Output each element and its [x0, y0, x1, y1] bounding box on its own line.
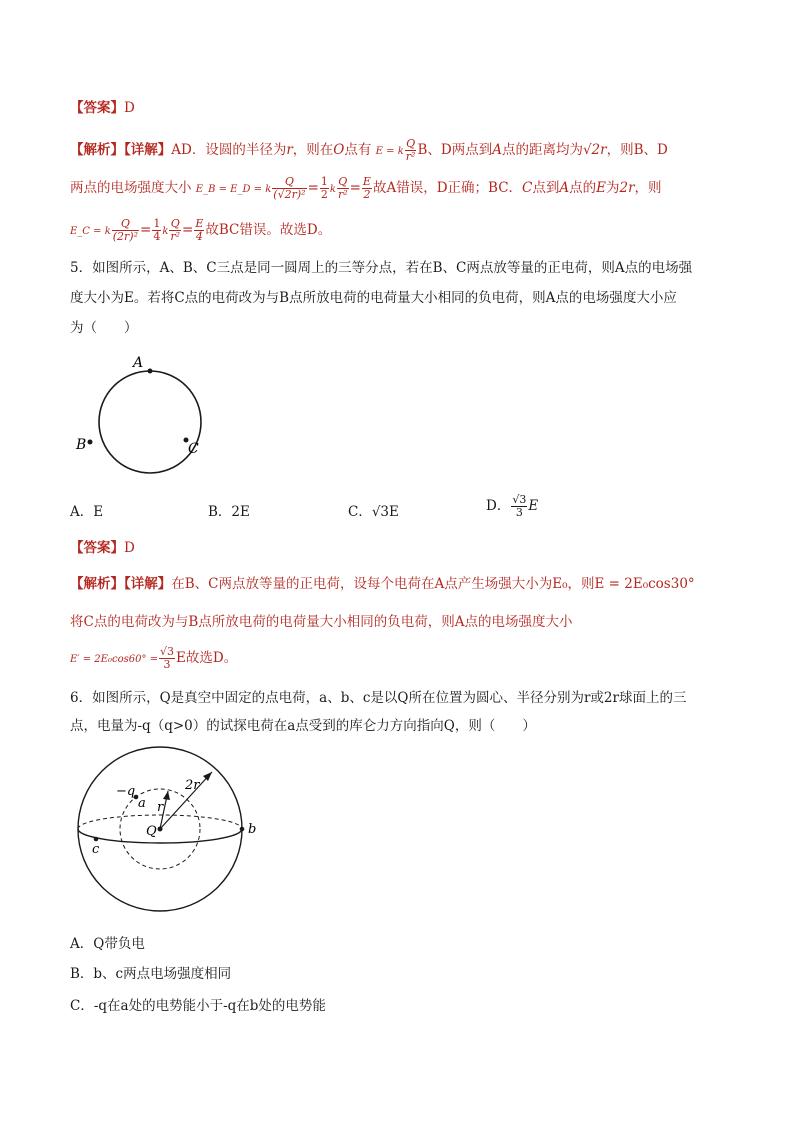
label-b: b — [248, 822, 257, 837]
formula-EB-ED: E_B = E_D = k — [195, 184, 272, 195]
point-b — [240, 827, 245, 832]
frac-den: r² — [170, 230, 181, 243]
circle — [99, 371, 201, 473]
label-c: c — [92, 842, 100, 857]
fraction-Q-sqrt2r — [272, 176, 306, 201]
q5-stem-2: 度大小为E。若将C点的电荷改为与B点所放电荷的电荷量大小相同的负电荷，则A点的电场强度大小应 — [70, 290, 677, 306]
analysis-text: 故A错误，D正确；BC． — [372, 180, 523, 196]
q5-circle-figure — [70, 350, 230, 480]
frac-den: 2 — [320, 188, 328, 201]
fraction-E-2 — [362, 176, 372, 201]
analysis-text: B、D两点到 — [417, 142, 493, 158]
q5-analysis-line-3 — [70, 646, 237, 671]
analysis-text: 点有 — [344, 142, 372, 158]
point-A — [148, 369, 153, 374]
frac-num: Q — [170, 217, 180, 230]
formula-E: E = k — [375, 146, 404, 157]
fraction-Q-r2 — [405, 138, 417, 163]
fraction-Q-2r — [112, 218, 139, 243]
frac-num: Q — [338, 175, 348, 188]
analysis-text: 点的距离均为 — [501, 142, 583, 158]
label-A: A — [133, 355, 144, 371]
fraction-half — [320, 176, 329, 201]
analysis-tag: 【解析】【详解】 — [70, 576, 172, 592]
q5-stem-1: 5．如图所示，A、B、C三点是同一圆周上的三等分点，若在B、C两点放等量的正电荷，则A点的电场强 — [70, 260, 693, 276]
fraction-E-4 — [194, 218, 204, 243]
label-C: C — [188, 441, 199, 457]
k: k — [162, 226, 169, 237]
label-r: r — [157, 800, 164, 815]
k: k — [329, 184, 336, 195]
point-c — [94, 837, 99, 842]
option-d-prefix: D． — [486, 498, 511, 514]
fraction-quarter — [152, 218, 161, 243]
answer-value: D — [124, 540, 135, 556]
var-r: r — [286, 142, 293, 158]
analysis-text: ，则B、D — [606, 142, 668, 158]
frac-den: r² — [337, 188, 348, 201]
frac-num: √3 — [512, 493, 527, 506]
label-2r: 2r — [185, 778, 200, 793]
analysis-text: 故BC错误。故选D。 — [205, 222, 332, 238]
q4-analysis-line-2: 两点的电场强度大小 E_B = E_D = k $\frac{Q}{\text{(√2r)²}}$ = $\frac{1}{2}$ k $\frac{Q}{\text{r²}}$ = $\frac{E}{2}$ 故A错误，D正确；BC．C点到A点的E为2r，则 — [70, 175, 662, 201]
q5-option-b[interactable]: B．2E — [208, 504, 250, 520]
frac-num: Q — [272, 176, 306, 189]
q5-analysis-line-2: 将C点的电荷改为与B点所放电荷的电荷量大小相同的负电荷，则A点的电场强度大小 — [70, 614, 573, 630]
q5-option-d[interactable] — [486, 494, 538, 519]
sqrt2r: √2r — [582, 142, 607, 158]
q6-option-a[interactable]: A．Q带负电 — [70, 936, 145, 952]
q6-stem-1: 6．如图所示，Q是真空中固定的点电荷，a、b、c是以Q所在位置为圆心、半径分别为r或2r球面上的三 — [70, 690, 687, 706]
q5-option-a[interactable]: A．E — [70, 504, 104, 520]
frac-num: 1 — [320, 175, 328, 188]
analysis-text: 在B、C两点放等量的正电荷，设每个电荷在A点产生场强大小为E₀，则E = 2E₀cos30° — [171, 576, 695, 592]
var-A: A — [559, 180, 570, 196]
fraction-Q-r2c — [169, 218, 181, 243]
analysis-text: ，则 — [634, 180, 662, 196]
answer-tag: 【答案】 — [70, 100, 124, 116]
frac-den: (2r)² — [112, 230, 138, 243]
frac-num: 1 — [153, 217, 161, 230]
arrow-r — [163, 791, 170, 800]
q6-option-b[interactable]: B．b、c两点电场强度相同 — [70, 966, 232, 982]
q4-answer-line — [70, 98, 135, 118]
var-C: C — [522, 180, 533, 196]
q5-stem-3: 为（ ） — [70, 320, 138, 336]
q5-answer-line — [70, 538, 135, 558]
analysis-tag: 【解析】【详解】 — [70, 142, 172, 158]
analysis-text: 点到 — [532, 180, 560, 196]
frac-den: 3 — [515, 506, 523, 519]
point-Q — [158, 827, 163, 832]
label-B: B — [76, 437, 87, 453]
frac-den: 2 — [363, 188, 371, 201]
formula-Eprime: E′ = 2E₀cos60° = — [70, 654, 159, 665]
frac-den: (√2r)² — [273, 188, 306, 201]
analysis-text: 两点的电场强度大小 — [70, 180, 192, 196]
frac-num: E — [195, 217, 204, 230]
analysis-text: 点的 — [569, 180, 597, 196]
q6-option-c[interactable]: C．-q在a处的电势能小于-q在b处的电势能 — [70, 998, 326, 1014]
answer-value: D — [124, 100, 135, 116]
point-B — [88, 440, 93, 445]
q5-option-c[interactable]: C．√3E — [348, 504, 399, 520]
analysis-text: AD．设圆的半径为 — [171, 142, 287, 158]
fraction-Q-r2b — [337, 176, 349, 201]
q5-analysis-line-1 — [70, 574, 695, 594]
q4-analysis-line-3: E_C = k $\frac{Q}{\text{(2r)²}}$ = $\frac{1}{4}$ k $\frac{Q}{\text{r²}}$ = $\frac{E}{4}$ 故BC错误。故选D。 — [70, 217, 332, 243]
var-E: E — [596, 180, 606, 196]
frac-den: 4 — [195, 230, 203, 243]
frac-den: 4 — [153, 230, 161, 243]
q4-analysis-line-1 — [70, 138, 668, 163]
var-2r: 2r — [619, 180, 635, 196]
q6-stem-2: 点，电量为-q（q>0）的试探电荷在a点受到的库仑力方向指向Q，则（ ） — [70, 718, 536, 734]
label-Q: Q — [146, 824, 157, 839]
var-A: A — [492, 142, 502, 158]
frac-num: √3 — [160, 645, 175, 658]
fraction-sqrt3-3b — [159, 646, 175, 671]
option-d-suffix: E — [528, 498, 539, 514]
frac-num: E — [362, 175, 371, 188]
label-a: a — [138, 796, 146, 811]
frac-den: r² — [405, 150, 416, 163]
analysis-text: E故选D。 — [176, 650, 238, 666]
var-O: O — [333, 142, 345, 158]
frac-den: 3 — [163, 658, 171, 671]
q6-sphere-figure — [70, 745, 270, 920]
fraction-sqrt3-3 — [511, 494, 527, 519]
frac-num: Q — [112, 218, 139, 231]
analysis-text: 为 — [605, 180, 620, 196]
label-negq: −q — [116, 784, 136, 799]
answer-tag: 【答案】 — [70, 540, 124, 556]
analysis-text: ，则在 — [292, 142, 334, 158]
frac-num: Q — [406, 137, 416, 150]
formula-EC: E_C = k — [70, 226, 111, 237]
